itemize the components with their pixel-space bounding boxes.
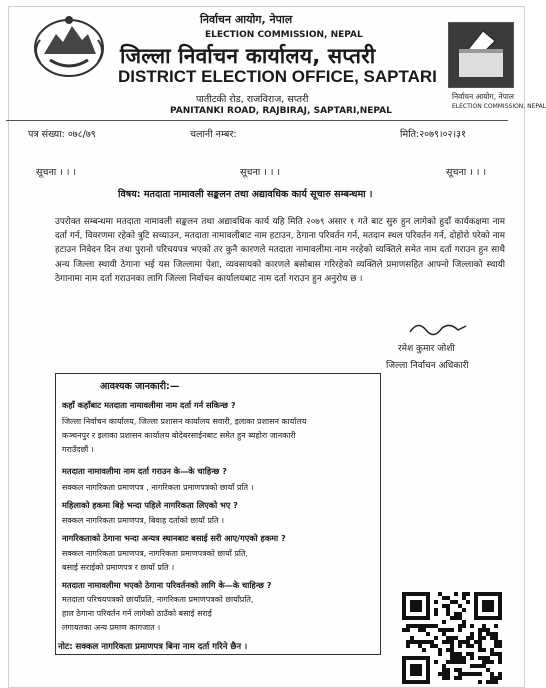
info-answer-line: गराउँदछौं । bbox=[62, 445, 94, 454]
info-answer-line: बसाई सराईको प्रमाणपत्र र छायाँ प्रति । bbox=[62, 563, 175, 572]
signatory-name: रमेश कुमार जोशी bbox=[398, 344, 455, 354]
info-answer-line: सक्कल नागरिकता प्रमाणपत्र, बिवाह दर्ताको छायाँ प्रति । bbox=[62, 516, 225, 525]
address-english: PANITANKI ROAD, RAJBIRAJ, SAPTARI,NEPAL bbox=[170, 106, 392, 116]
info-answer-line: जिल्ला निर्वाचन कार्यालय, जिल्ला प्रशासन कार्यालय सवारी, इलाका प्रशासन कार्यालय bbox=[62, 417, 307, 426]
info-answer-line: सक्कल नागरिकता प्रमाणपत्र , नागरिकता प्रमाणपत्रको छायाँ प्रति । bbox=[62, 483, 254, 492]
letter-number: पत्र संख्या: ०७८/७९ bbox=[28, 129, 96, 140]
info-question-3: महिलाको हकमा बिहे भन्दा पहिले नागरिकता लिएको भए ? bbox=[62, 500, 238, 510]
footnote: नोट: सक्कल नागरिकता प्रमाणपत्र बिना नाम दर्ता गरिने छैन । bbox=[58, 642, 248, 652]
info-answer-line: सक्कल नागरिकता प्रमाणपत्र, नागरिकता प्रमाणपत्रको छायाँ प्रति, bbox=[62, 549, 249, 558]
letter-body bbox=[55, 215, 505, 286]
ballot-box-icon bbox=[449, 23, 513, 87]
body-paragraph: उपरोक्त सम्बन्धमा मतदाता नामावली सङ्कलन तथा अद्यावधिक कार्य यहि मिति २०७९ असार १ गते बाट सुरु हुन लागेको हुदाँ कार्यकक्षमा नाम दर्ता गर्न, विवरणमा रहेको त्रुटि सच्याउन, मतदाता नामावलीबाट नाम हटाउन, ठेगाना परिवर्तन गर्न, मतदान स्थल परिवर्तन गर्न, दोहोरो परेको नाम हटाउन निवेदन दिन तथा पुरानो परिचयपत्र भएको तर कुनै कारणले मतदाता नामावलीमा नाम नरहेको व्यक्तिले समेत नाम दर्ता गराउन हुन साथै अन्य जिल्ला स्थायी ठेगाना भई यस जिल्लामा पेशा, व्यवसायको कारणले बसोबास गरिरहेको व्यक्तिले प्रमाणसहित आफ्नो जिल्लाको स्थायी ठेगानामा नाम दर्ता गराउनका लागि जिल्ला निर्वाचन कार्यालयबाट नाम दर्ता गराउन हुन अनुरोध छ । bbox=[55, 217, 505, 284]
info-question-1: कहाँ कहाँबाट मतदाता नामावलीमा नाम दर्ता गर्न सकिन्छ ? bbox=[62, 400, 236, 410]
letter-subject: विषय: मतदाता नामावली सङ्कलन तथा अद्यावधिक कार्य सूचारु सम्बन्धमा । bbox=[118, 189, 373, 200]
qr-code[interactable] bbox=[402, 592, 502, 684]
notice-heading-right: सूचना । । । bbox=[446, 167, 487, 178]
commission-name-nepali: निर्वाचन आयोग, नेपाल bbox=[200, 13, 293, 26]
letter-date: मिति:२०७९।०२।३१ bbox=[400, 129, 466, 140]
nepal-emblem-icon bbox=[30, 10, 108, 80]
office-name-nepali: जिल्ला निर्वाचन कार्यालय, सप्तरी bbox=[120, 44, 376, 68]
dispatch-number: चलानी नम्बर: bbox=[190, 129, 237, 140]
info-box-title: आवश्यक जानकारी:— bbox=[100, 381, 180, 392]
logo-caption-english: ELECTION COMMISSION, NEPAL bbox=[452, 103, 546, 110]
info-question-5: मतदाता नामावलीमा भएको ठेगाना परिवर्तनको लागि के—के चाहिन्छ ? bbox=[62, 580, 272, 590]
election-commission-logo bbox=[448, 22, 514, 88]
signatory-title: जिल्ला निर्वाचन अधिकारी bbox=[386, 361, 469, 371]
office-name-english: DISTRICT ELECTION OFFICE, SAPTARI bbox=[118, 67, 437, 86]
info-answer-line: कञ्चनपुर र इलाका प्रशासन कार्यालय बोदेबरसाईनबाट समेत हुन ब्यहोरा जानकारी bbox=[62, 431, 296, 440]
signature-mark bbox=[408, 318, 468, 338]
header-divider bbox=[6, 120, 508, 121]
info-answer-line: मतदाता परिचयपत्रको छायाँप्रति, नागरिकता प्रमाणपत्रको छायाँप्रति, bbox=[62, 595, 254, 604]
info-question-4: नागरिकताको ठेगाना भन्दा अन्यत्र स्थानबाट बसाई सरी आए/गएको हकमा ? bbox=[62, 533, 286, 543]
info-answer-line: हाल ठेगाना परिवर्तन गर्न लागेको ठाउँको बसाई सराई bbox=[62, 609, 212, 618]
address-nepali: पातीटकी रोड, राजविराज, सप्तरी bbox=[196, 94, 309, 105]
commission-name-english: ELECTION COMMISSION, NEPAL bbox=[205, 30, 363, 40]
notice-heading-center: सूचना । । । bbox=[240, 167, 281, 178]
notice-heading-left: सूचना । । । bbox=[36, 167, 77, 178]
info-answer-line: लगायतका अन्य प्रमाण कागजात । bbox=[62, 623, 161, 632]
logo-caption-nepali: निर्वाचन आयोग, नेपाल bbox=[452, 92, 514, 101]
info-question-2: मतदाता नामावलीमा नाम दर्ता गराउन के—के चाहिन्छ ? bbox=[62, 466, 227, 476]
